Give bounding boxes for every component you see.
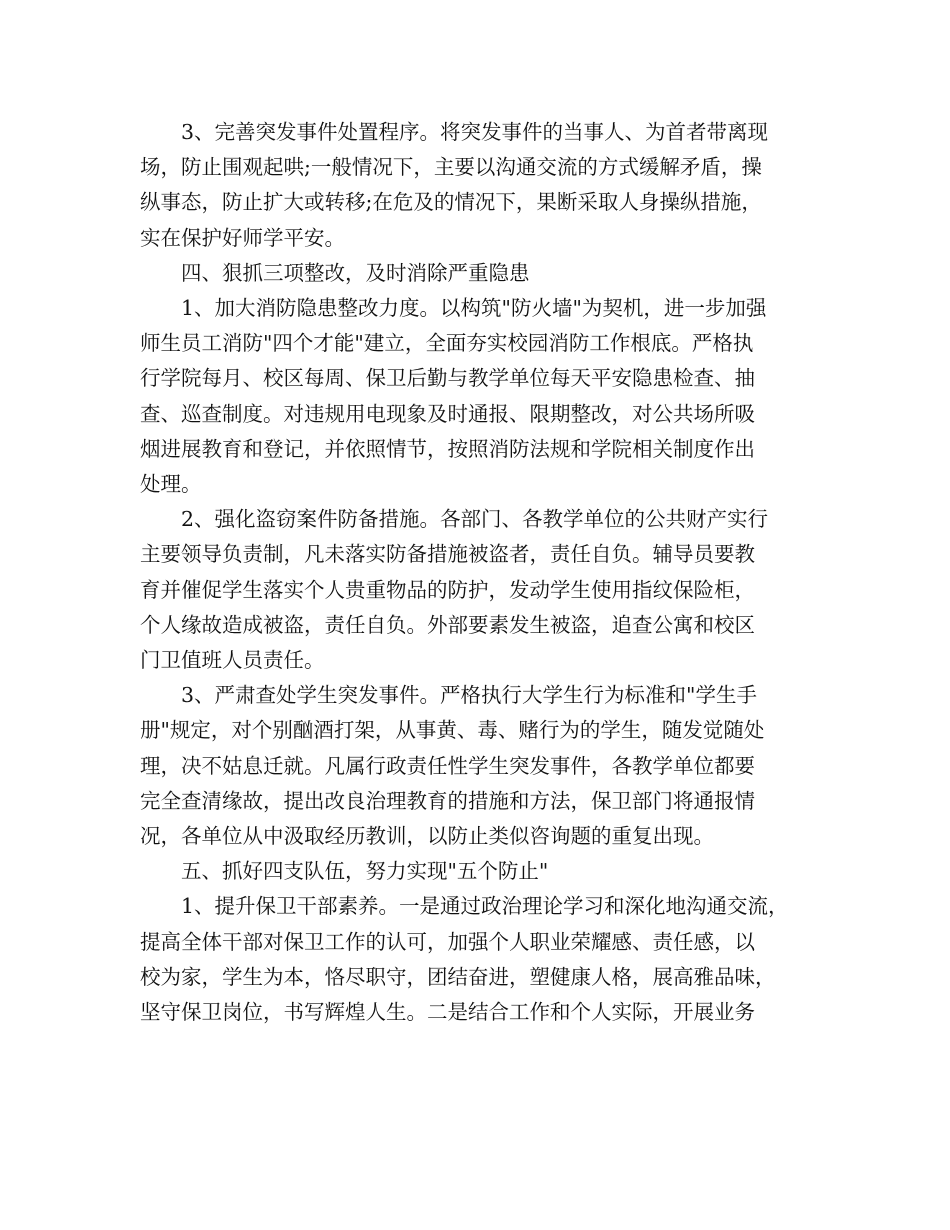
section-heading-four-teams: 五、抓好四支队伍，努力实现"五个防止" <box>181 859 549 884</box>
paragraph-student-incidents: 3、严肃查处学生突发事件。严格执行大学生行为标准和"学生手 册"规定，对个别酗酒打架，从事黄、毒、赌行为的学生，随发觉随处 理，决不姑息迁就。凡属行政责任性学生突发事件，各教学单位都要 完全查清缘故，提出改良治理教育的措施和方法，保卫部门将通报情 况，各单位从中汲取经历教训，以防止类似咨询题的重复出现。 <box>140 683 765 849</box>
paragraph-fire-safety: 1、加大消防隐患整改力度。以构筑"防火墙"为契机，进一步加强 师生员工消防"四个才能"建立，全面夯实校园消防工作根底。严格执 行学院每月、校区每周、保卫后勤与教学单位每天平安隐患检查、抽 查、巡查制度。对违规用电现象及时通报、限期整改，对公共场所吸 烟进展教育和登记，并依照情节，按照消防法规和学院相关制度作出 处理。 <box>140 296 767 497</box>
section-heading-rectification: 四、狠抓三项整改，及时消除严重隐患 <box>181 260 530 285</box>
paragraph-cadre-quality: 1、提升保卫干部素养。一是通过政治理论学习和深化地沟通交流， 提高全体干部对保卫工作的认可，加强个人职业荣耀感、责任感，以 校为家，学生为本，恪尽职守，团结奋进，塑健康人格，展高雅品味， 坚守保卫岗位，书写辉煌人生。二是结合工作和个人实际，开展业务 <box>140 894 789 1025</box>
paragraph-emergency-procedure: 3、完善突发事件处置程序。将突发事件的当事人、为首者带离现 场，防止围观起哄;一般情况下，主要以沟通交流的方式缓解矛盾，操 纵事态，防止扩大或转移;在危及的情况下，果断采取人身操纵措施， 实在保护好师学平安。 <box>140 120 769 250</box>
document-body <box>140 115 820 1030</box>
paragraph-theft-prevention: 2、强化盗窃案件防备措施。各部门、各教学单位的公共财产实行 主要领导负责制，凡未落实防备措施被盗者，责任自负。辅导员要教 育并催促学生落实个人贵重物品的防护，发动学生使用指纹保险柜， 个人缘故造成被盗，责任自负。外部要素发生被盗，追查公寓和校区 门卫值班人员责任。 <box>140 507 769 673</box>
